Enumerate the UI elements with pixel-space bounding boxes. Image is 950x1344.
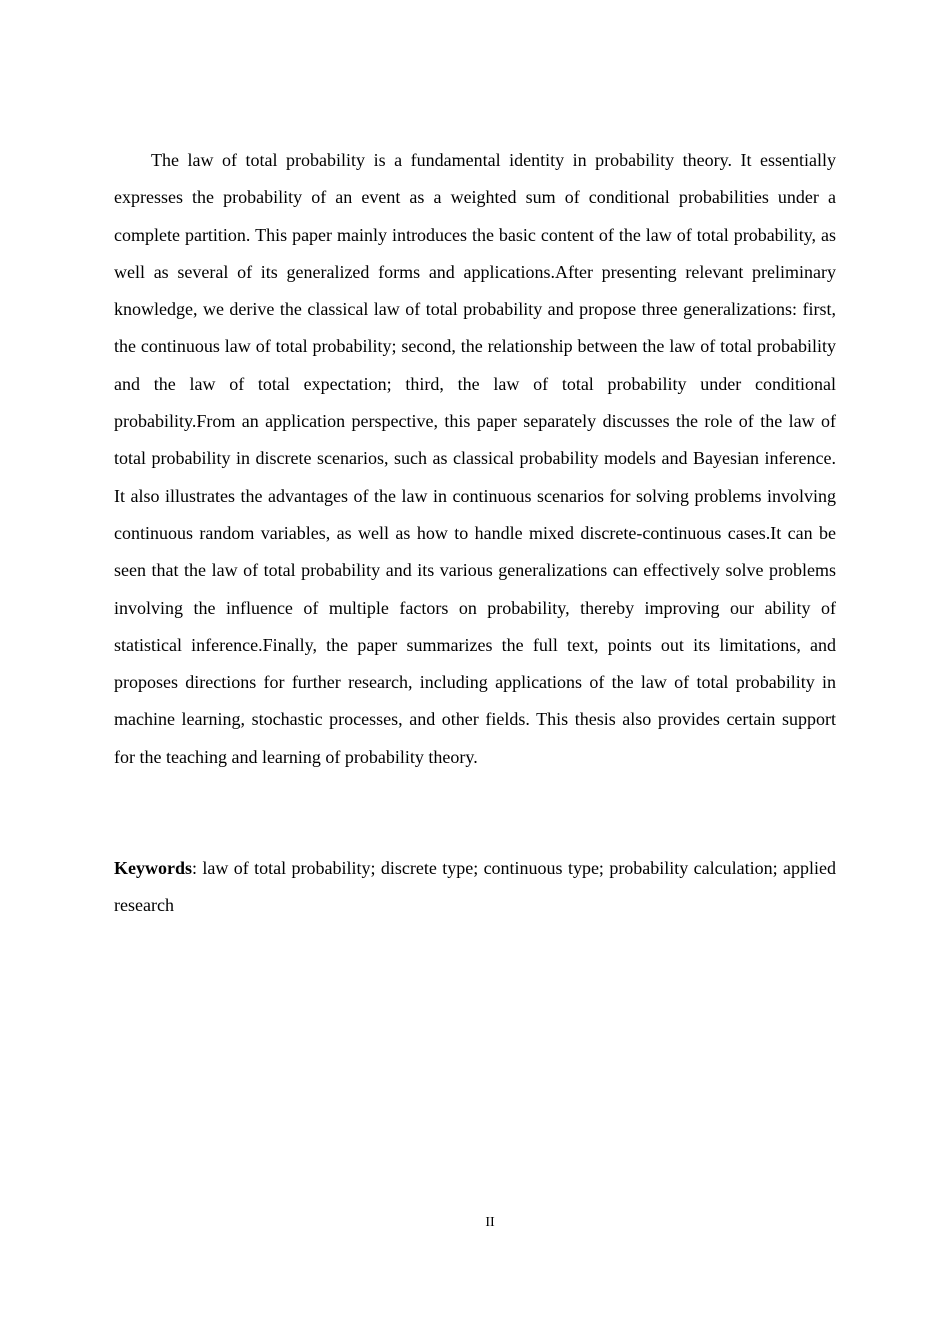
keywords-text: : law of total probability; discrete type; continuous type; probability calculation; applied research: [114, 858, 836, 916]
abstract-paragraph: The law of total probability is a fundamental identity in probability theory. It essentially expresses the probability of an event as a weighted sum of conditional probabilities under a complete partition. This paper mainly introduces the basic content of the law of total probability, as well as several of its generalized forms and applications.After presenting relevant preliminary knowledge, we derive the classical law of total probability and propose three generalizations: first, the continuous law of total probability; second, the relationship between the law of total probability and the law of total expectation; third, the law of total probability under conditional probability.From an application perspective, this paper separately discusses the role of the law of total probability in discrete scenarios, such as classical probability models and Bayesian inference. It also illustrates the advantages of the law in continuous scenarios for solving problems involving continuous random variables, as well as how to handle mixed discrete-continuous cases.It can be seen that the law of total probability and its various generalizations can effectively solve problems involving the influence of multiple factors on probability, thereby improving our ability of statistical inference.Finally, the paper summarizes the full text, points out its limitations, and proposes directions for further research, including applications of the law of total probability in machine learning, stochastic processes, and other fields. This thesis also provides certain support for the teaching and learning of probability theory.: [114, 150, 836, 767]
keywords-label: Keywords: [114, 858, 192, 878]
keywords-line: [114, 850, 836, 925]
page-number: II: [485, 1215, 495, 1230]
